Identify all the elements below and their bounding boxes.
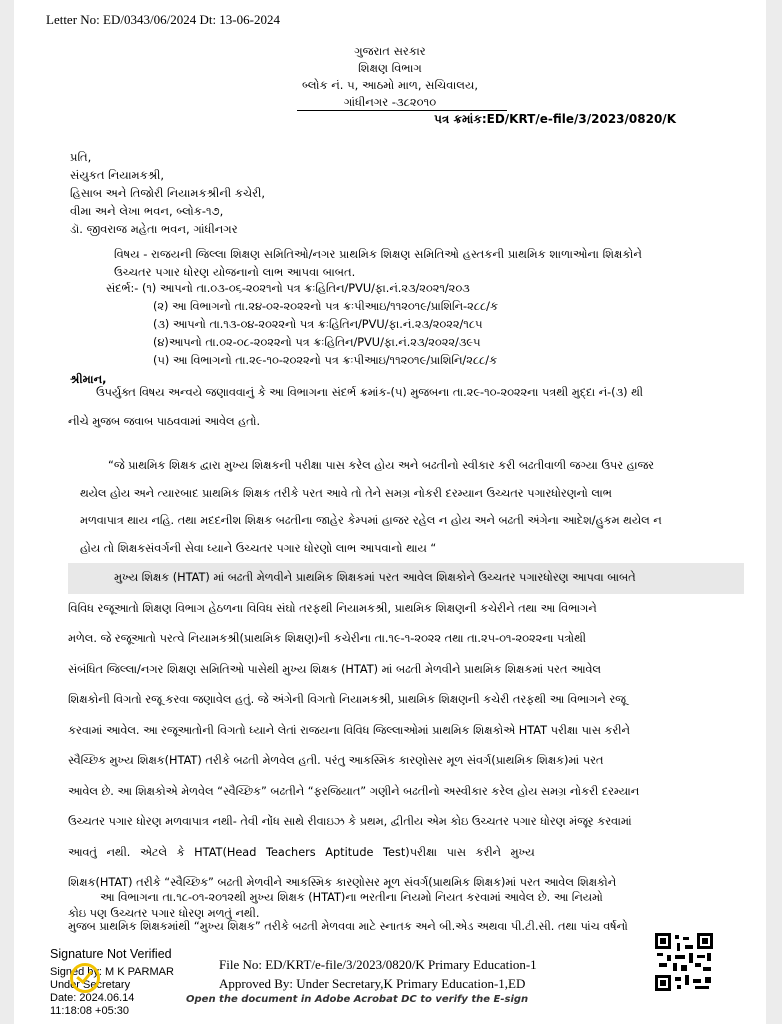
header-rule	[297, 110, 507, 111]
paragraph-1	[68, 378, 744, 436]
reference-line: (૨) આ વિભાગનો તા.૨૪-૦૨-૨૦૨૨નો પત્ર ક્રઃપીઆઇ/૧૧૨૦૧૯/પ્રાશિનિ-૨૮૮/ક	[153, 300, 498, 313]
para-line: આવેલ છે. આ શિક્ષકોએ મેળવેલ “સ્વૈચ્છિક” બઢતીને “ફરજિયાત” ગણીને બઢતીનો અસ્વીકાર કરેલ હોય સમગ્ર નોકરી દરમ્યાન	[68, 784, 640, 798]
patra-kramank: પત્ર ક્રમાંક:ED/KRT/e-file/3/2023/0820/K	[434, 112, 676, 126]
reference-line: સંદર્ભ:- (૧) આપનો તા.૦૩-૦૬-૨૦૨૧નો પત્ર ક્રઃહિતિન/PVU/ફા.નં.૨૩/૨૦૨૧/૨૦૩	[106, 282, 470, 295]
para-line: મળેલ. જે રજૂઆતો પરત્વે નિયામકશ્રી(પ્રાથમિક શિક્ષણ)ની કચેરીના તા.૧૯-૧-૨૦૨૨ તથા તા.૨૫-૦૧-૨૦૨૨ના પત્રોથી	[68, 632, 586, 645]
signature-time: 11:18:08 +05:30	[50, 1005, 130, 1017]
header-department: શિક્ષણ વિભાગ	[358, 61, 422, 75]
signed-by: Signed by: M K PARMAR	[50, 966, 174, 978]
paragraph-2	[68, 563, 744, 929]
signature-date: Date: 2024.06.14	[50, 992, 135, 1004]
quote-line: મળવાપાત્ર થાય નહિ. તથા મદદનીશ શિક્ષક બઢતીના જાહેર કેમ્પમાં હાજર રહેલ ન હોય અને બઢતી અંગેના આદેશ/હુકમ થયેલ ન	[80, 514, 662, 527]
recipient-line: વીમા અને લેખા ભવન, બ્લોક-૧૭,	[70, 204, 224, 218]
signature-status: Signature Not Verified	[50, 947, 172, 961]
subject-line: ઉચ્ચતર પગાર ધોરણ યોજનાનો લાભ આપવા બાબત.	[114, 265, 356, 279]
para-line: ઉચ્ચતર પગાર ધોરણ મળવાપાત્ર નથી- તેવી નોંધ સાથે રીવાઇઝ કે પ્રથમ, દ્વીતીય એમ કોઇ ઉચ્ચતર પગાર ધોરણ મંજૂર કરવામાં	[68, 815, 632, 828]
header-govt: ગુજરાત સરકાર	[354, 44, 426, 58]
para-line: મુખ્ય શિક્ષક (HTAT) માં બઢતી મેળવીને પ્રાથમિક શિક્ષકમાં પરત આવેલ શિક્ષકોને ઉચ્ચતર પગારધોરણ આપવા બાબતે	[68, 563, 744, 594]
quoted-text	[80, 452, 740, 562]
letter-page	[14, 0, 766, 1024]
recipient-line: ડૉ. જીવરાજ મહેતા ભવન, ગાંધીનગર	[70, 222, 238, 236]
para-line: ઉપર્યુક્ત વિષય અન્વયે જણાવવાનું કે આ વિભાગના સંદર્ભ ક્રમાંક-(૫) મુજબના તા.૨૯-૧૦-૨૦૨૨ના પત્રથી મુદ્દા નં-(૩) થી	[96, 386, 644, 399]
recipient-line: પ્રતિ,	[70, 150, 92, 164]
para-line: આવતું નથી. એટલે કે HTAT(Head Teachers Aptitude Test)પરીક્ષા પાસ કરીને મુખ્ય	[68, 845, 535, 859]
digital-signature-block	[50, 948, 174, 1018]
para-line: કરવામાં આવેલ. આ રજૂઆતોની વિગતો ધ્યાને લેતાં રાજયના વિવિધ જિલ્લાઓમાં પ્રાથમિક શિક્ષકોએ HTAT પરીક્ષા પાસ કરીને	[68, 723, 630, 737]
para-line: આ વિભાગના તા.૧૮-૦૧-૨૦૧૨થી મુખ્ય શિક્ષક (HTAT)ના ભરતીના નિયમો નિયત કરવામાં આવેલ છે. આ નિયમો	[100, 891, 603, 904]
signature-verify-icon[interactable]	[70, 963, 100, 993]
approved-by: Approved By: Under Secretary,K Primary Education-1,ED	[219, 976, 526, 991]
salutation: શ્રીમાન,	[70, 372, 107, 386]
recipient-line: હિસાબ અને તિજોરી નિયામકશ્રીની કચેરી,	[70, 186, 266, 200]
para-line: મુજબ પ્રાથમિક શિક્ષકમાંથી “મુખ્ય શિક્ષક” તરીકે બઢતી મેળવવા માટે સ્નાતક અને બી.એડ અથવા પી.ટી.સી. તથા પાંચ વર્ષનો	[68, 920, 628, 933]
para-line: સ્વૈચ્છિક મુખ્ય શિક્ષક(HTAT) તરીકે બઢતી મેળવેલ હતી. પરંતુ આકસ્મિક કારણોસર મૂળ સંવર્ગ(પ્રાથમિક શિક્ષક)માં પરત	[68, 754, 604, 767]
quote-line: થયેલ હોય અને ત્યારબાદ પ્રાથમિક શિક્ષક તરીકે પરત આવે તો તેને સમગ્ર નોકરી દરમ્યાન ઉચ્ચતર પગારધોરણનો લાભ	[80, 486, 612, 500]
para-line: વિવિધ રજૂઆતો શિક્ષણ વિભાગ હેઠળના વિવિધ સંઘો તરફથી નિયામકશ્રી, પ્રાથમિક શિક્ષણની કચેરીને તથા આ વિભાગને	[68, 601, 597, 615]
file-number: File No: ED/KRT/e-file/3/2023/0820/K Primary Education-1	[219, 957, 537, 972]
reference-line: (૪)આપનો તા.૦૨-૦૮-૨૦૨૨નો પત્ર ક્રઃહિતિન/PVU/ફા.નં.૨૩/૨૦૨૨/૩૯૫	[153, 336, 481, 349]
paragraph-3	[68, 883, 744, 941]
para-line: કોઇ પણ ઉચ્ચતર પગાર ધોરણ મળતું નથી.	[68, 906, 260, 920]
reference-line: (૫) આ વિભાગનો તા.૨૯-૧૦-૨૦૨૨નો પત્ર ક્રઃપીઆઇ/૧૧૨૦૧૯/પ્રાશિનિ/૨૮૮/ક	[153, 354, 498, 367]
qr-code-icon	[655, 933, 713, 991]
para-line: નીચે મુજબ જવાબ પાઠવવામાં આવેલ હતો.	[68, 415, 261, 428]
para-line: શિક્ષક(HTAT) તરીકે “સ્વૈચ્છિક” બઢતી મેળવીને આકસ્મિક કારણોસર મૂળ સંવર્ગ(પ્રાથમિક શિક્ષક)માં પરત આવેલ શિક્ષકોને	[68, 876, 617, 889]
header-city: ગાંધીનગર -૩૮૨૦૧૦	[343, 95, 437, 109]
quote-line: હોય તો શિક્ષકસંવર્ગની સેવા ધ્યાને ઉચ્ચતર પગાર ધોરણો લાભ આપવાનો થાય “	[80, 541, 437, 555]
para-line: શિક્ષકોની વિગતો રજૂ કરવા જણાવેલ હતું. જે અંગેની વિગતો નિયામકશ્રી, પ્રાથમિક શિક્ષણની કચેરી તરફથી આ વિભાગને રજૂ	[68, 693, 626, 706]
reference-line: (૩) આપનો તા.૧૩-૦૪-૨૦૨૨નો પત્ર ક્રઃહિતિન/PVU/ફા.નં.૨૩/૨૦૨૨/૧૮૫	[153, 318, 483, 331]
subject-line: વિષય - રાજયની જિલ્લા શિક્ષણ સમિતિઓ/નગર પ્રાથમિક શિક્ષણ સમિતિઓ હસ્તકની પ્રાથમિક શાળાઓના શિક્ષકોને	[114, 247, 642, 261]
signer-designation: Under Secretary	[50, 979, 131, 991]
header-address: બ્લોક નં. ૫, આઠમો માળ, સચિવાલય,	[301, 78, 479, 92]
esign-note: Open the document in Adobe Acrobat DC to verify the E-sign	[186, 994, 529, 1005]
letter-number: Letter No: ED/0343/06/2024 Dt: 13-06-2024	[46, 12, 280, 27]
recipient-line: સંયુકત નિયામકશ્રી,	[70, 168, 165, 182]
para-line: સંબંધિત જિલ્લા/નગર શિક્ષણ સમિતિઓ પાસેથી મુખ્ય શિક્ષક (HTAT) માં બઢતી મેળવીને પ્રાથમિક શિક્ષકમાં પરત આવેલ	[68, 662, 601, 676]
quote-line: “જે પ્રાથમિક શિક્ષક દ્વારા મુખ્ય શિક્ષકની પરીક્ષા પાસ કરેલ હોય અને બઢતીનો સ્વીકાર કરી બઢતીવાળી જગ્યા ઉપર હાજર	[108, 459, 655, 472]
